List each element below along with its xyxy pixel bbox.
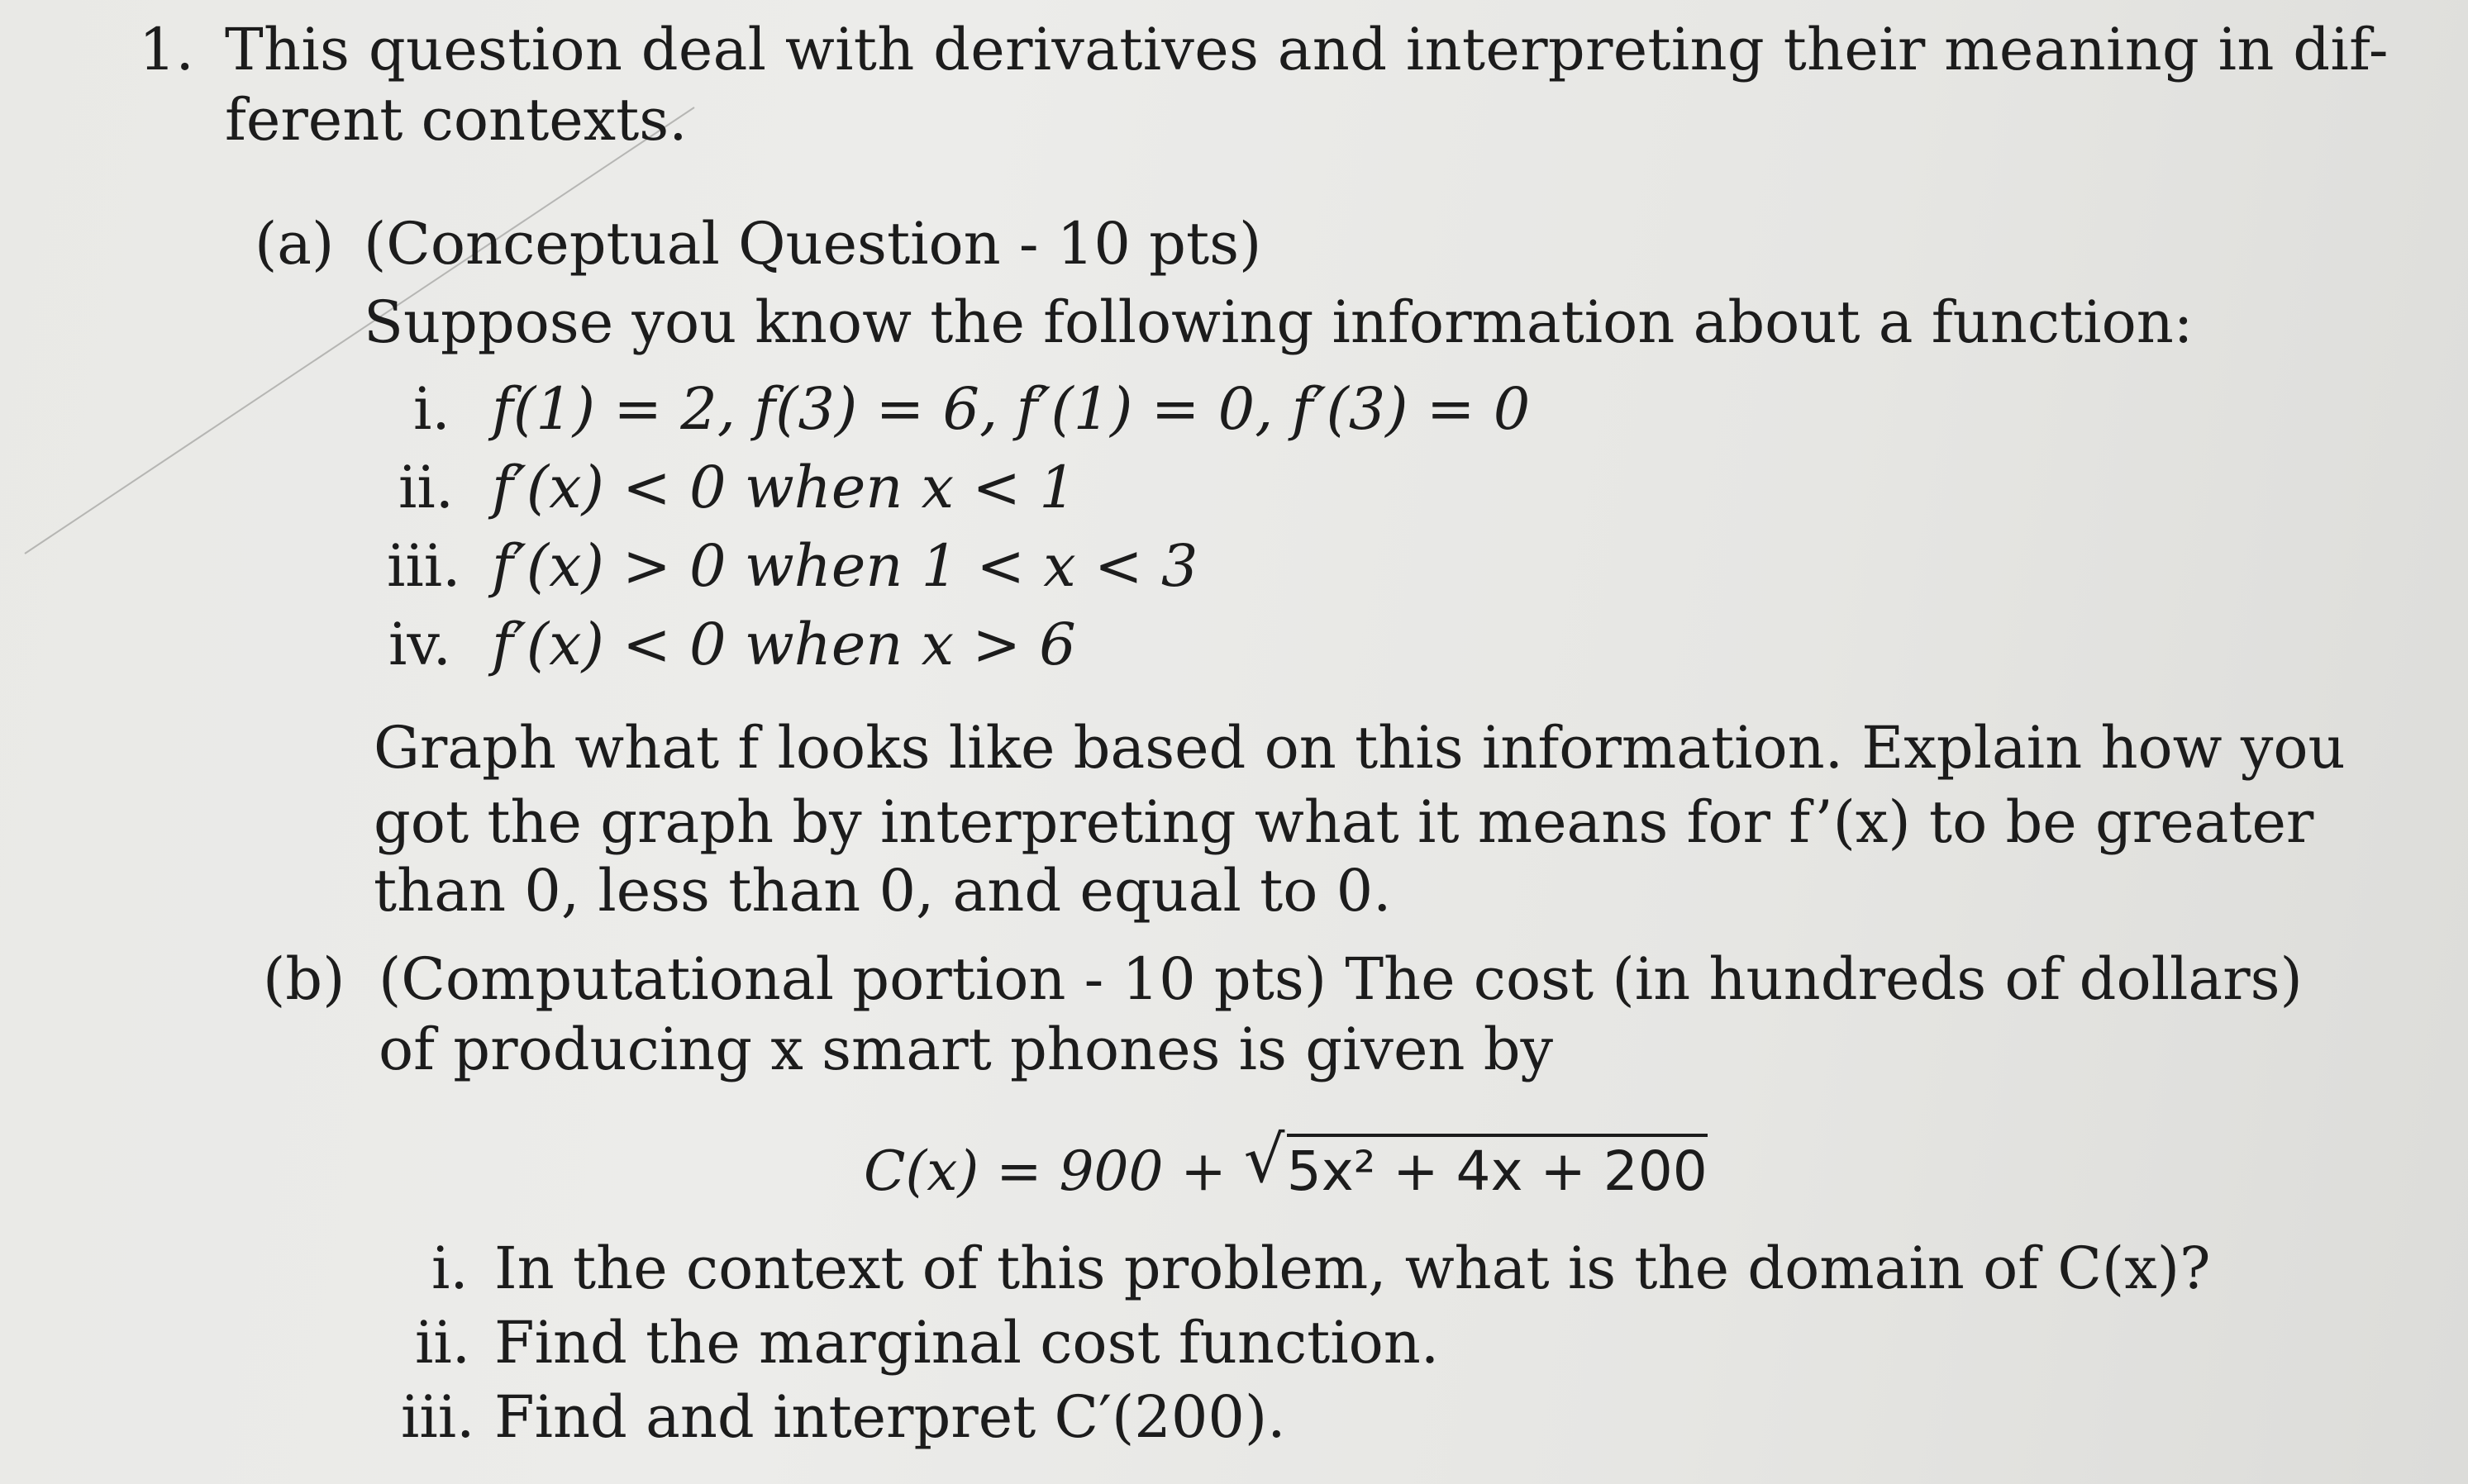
part-b-item-1-text: In the context of this problem, what is the domain of C(x)? bbox=[494, 1234, 2211, 1302]
part-b-item-2-text: Find the marginal cost function. bbox=[494, 1309, 1440, 1377]
formula-lhs: C(x) = 900 + bbox=[864, 1139, 1244, 1203]
square-root bbox=[1243, 1123, 1708, 1205]
part-a-task-line-2: got the graph by interpreting what it means for f’(x) to be greater bbox=[374, 788, 2314, 856]
part-a-heading: (Conceptual Question - 10 pts) bbox=[364, 210, 1262, 278]
part-b-item-2-marker: ii. bbox=[415, 1309, 471, 1377]
part-b-item-3-marker: iii. bbox=[401, 1383, 475, 1451]
part-b-item-1-marker: i. bbox=[431, 1234, 469, 1302]
part-a-item-1-marker: i. bbox=[413, 375, 450, 443]
part-a-item-2-marker: ii. bbox=[398, 454, 455, 521]
cost-function-formula bbox=[864, 1123, 1708, 1205]
question-number: 1. bbox=[139, 16, 194, 83]
part-b-marker: (b) bbox=[263, 945, 345, 1013]
part-a-item-3-marker: iii. bbox=[387, 532, 461, 600]
part-b-intro-line-1: (Computational portion - 10 pts) The cost (in hundreds of dollars) bbox=[379, 945, 2303, 1013]
radical-sign-icon: √ bbox=[1243, 1123, 1285, 1197]
part-a-item-1-text: f(1) = 2, f(3) = 6, f′(1) = 0, f′(3) = 0 bbox=[492, 375, 1531, 443]
part-a-item-4-text: f′(x) < 0 when x > 6 bbox=[492, 611, 1076, 678]
question-intro-line-1: This question deal with derivatives and interpreting their meaning in dif- bbox=[225, 16, 2389, 83]
part-a-marker: (a) bbox=[255, 210, 335, 278]
part-a-item-3-text: f′(x) > 0 when 1 < x < 3 bbox=[492, 532, 1198, 600]
formula-radicand: 5x² + 4x + 200 bbox=[1287, 1134, 1708, 1205]
question-intro-line-2: ferent contexts. bbox=[225, 86, 688, 154]
part-b-intro-line-2: of producing x smart phones is given by bbox=[379, 1015, 1554, 1083]
part-a-item-4-marker: iv. bbox=[388, 611, 451, 678]
part-a-item-2-text: f′(x) < 0 when x < 1 bbox=[492, 454, 1076, 521]
part-a-lead: Suppose you know the following information about a function: bbox=[364, 288, 2194, 356]
part-a-task-line-1: Graph what f looks like based on this information. Explain how you bbox=[374, 714, 2346, 782]
part-b-item-3-text: Find and interpret C′(200). bbox=[494, 1383, 1286, 1451]
part-a-task-line-3: than 0, less than 0, and equal to 0. bbox=[374, 857, 1392, 925]
